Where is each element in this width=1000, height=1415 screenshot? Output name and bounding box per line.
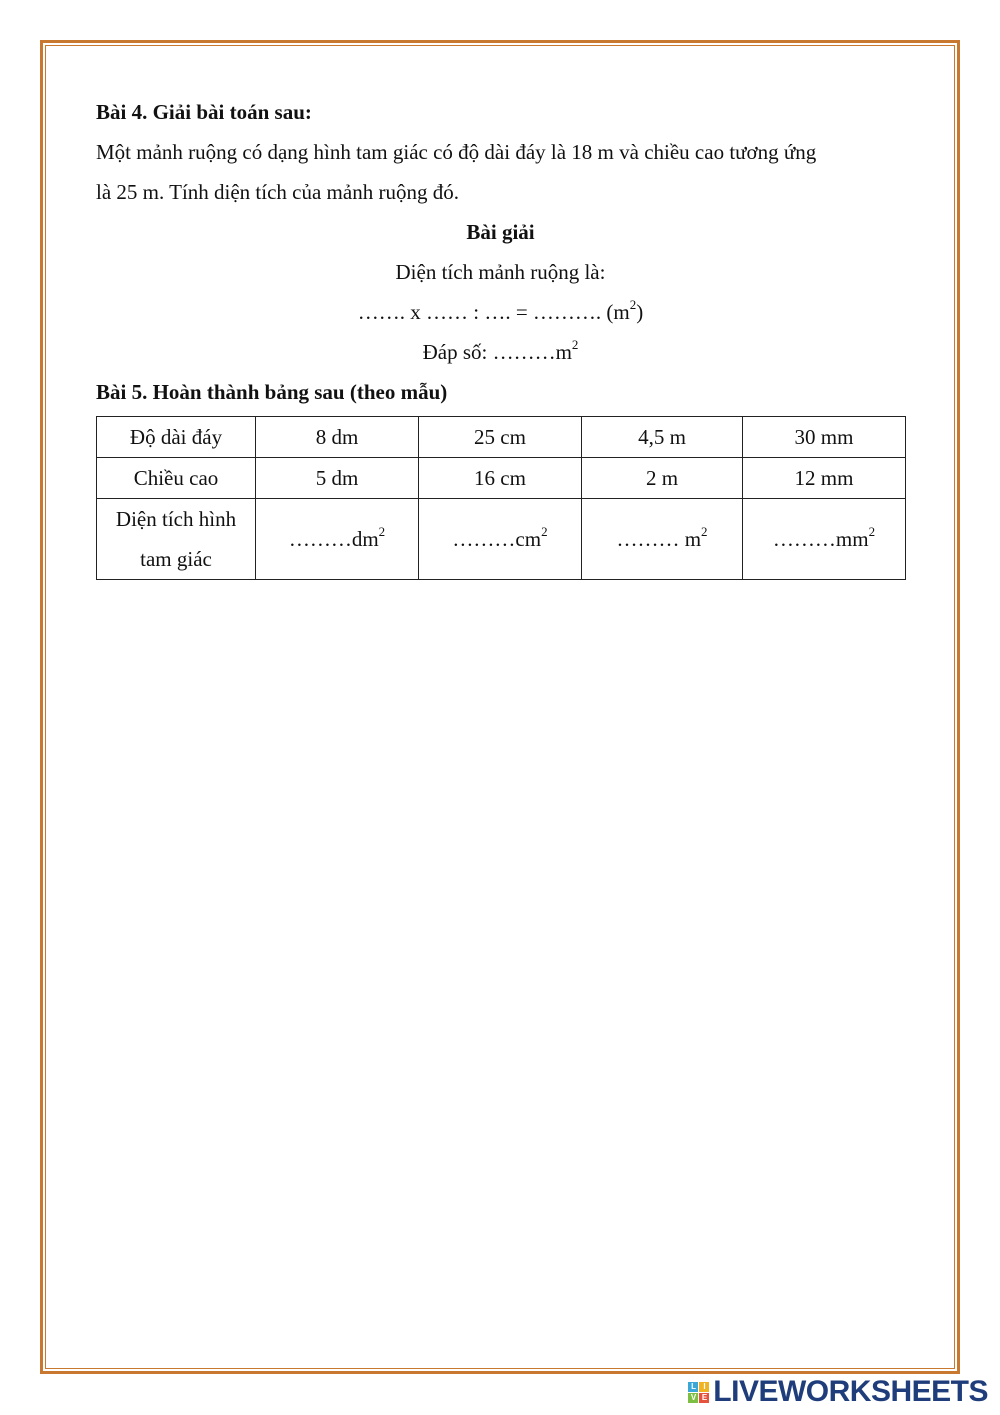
row-label-area-line-1: Diện tích hình bbox=[115, 507, 237, 531]
table-cell: 2 m bbox=[582, 458, 743, 499]
solution-heading: Bài giải bbox=[466, 220, 535, 244]
row-label-area-line-2: tam giác bbox=[140, 547, 212, 571]
brand-name: LIVEWORKSHEETS bbox=[713, 1375, 988, 1408]
answer-blank: ………mm bbox=[772, 526, 869, 551]
table-cell: 25 cm bbox=[419, 417, 582, 458]
answer-cell[interactable] bbox=[743, 499, 906, 580]
liveworksheets-logo[interactable] bbox=[688, 1376, 988, 1408]
solution-intro: Diện tích mảnh ruộng là: bbox=[395, 260, 606, 284]
logo-icon: L I V E bbox=[688, 1382, 709, 1403]
table-cell: 30 mm bbox=[743, 417, 906, 458]
formula-superscript: 2 bbox=[629, 297, 637, 312]
answer-line[interactable] bbox=[96, 332, 905, 372]
table-cell: 5 dm bbox=[256, 458, 419, 499]
answer-blank: ………dm bbox=[288, 526, 379, 551]
row-label-area bbox=[97, 499, 256, 580]
table-row bbox=[97, 417, 906, 458]
formula-close: ) bbox=[636, 300, 644, 324]
table-cell: 12 mm bbox=[743, 458, 906, 499]
unit-superscript: 2 bbox=[541, 523, 548, 539]
row-label-base: Độ dài đáy bbox=[97, 417, 256, 458]
solution-formula[interactable] bbox=[96, 292, 905, 332]
table-row bbox=[97, 499, 906, 580]
answer-cell[interactable] bbox=[419, 499, 582, 580]
answer-text: Đáp số: ………m bbox=[422, 340, 572, 364]
answer-superscript: 2 bbox=[571, 337, 579, 352]
answer-blank: ………cm bbox=[452, 526, 542, 551]
table-cell: 8 dm bbox=[256, 417, 419, 458]
table-row bbox=[97, 458, 906, 499]
unit-superscript: 2 bbox=[378, 523, 386, 539]
formula-text: ……. x …… : …. = ………. (m bbox=[357, 300, 630, 324]
answer-cell[interactable] bbox=[582, 499, 743, 580]
exercise-4-problem-line-2: là 25 m. Tính diện tích của mảnh ruộng đó. bbox=[96, 180, 459, 204]
worksheet-content bbox=[96, 92, 905, 580]
row-label-height: Chiều cao bbox=[97, 458, 256, 499]
triangle-area-table bbox=[96, 416, 906, 580]
answer-blank: ……… m bbox=[616, 526, 702, 551]
table-cell: 4,5 m bbox=[582, 417, 743, 458]
exercise-5-title: Bài 5. Hoàn thành bảng sau (theo mẫu) bbox=[96, 380, 448, 404]
unit-superscript: 2 bbox=[868, 523, 876, 539]
table-cell: 16 cm bbox=[419, 458, 582, 499]
exercise-4-problem-line-1: Một mảnh ruộng có dạng hình tam giác có độ dài đáy là 18 m và chiều cao tương ứng bbox=[96, 140, 817, 164]
exercise-4-title: Bài 4. Giải bài toán sau: bbox=[96, 100, 312, 124]
unit-superscript: 2 bbox=[701, 523, 708, 539]
answer-cell[interactable] bbox=[256, 499, 419, 580]
